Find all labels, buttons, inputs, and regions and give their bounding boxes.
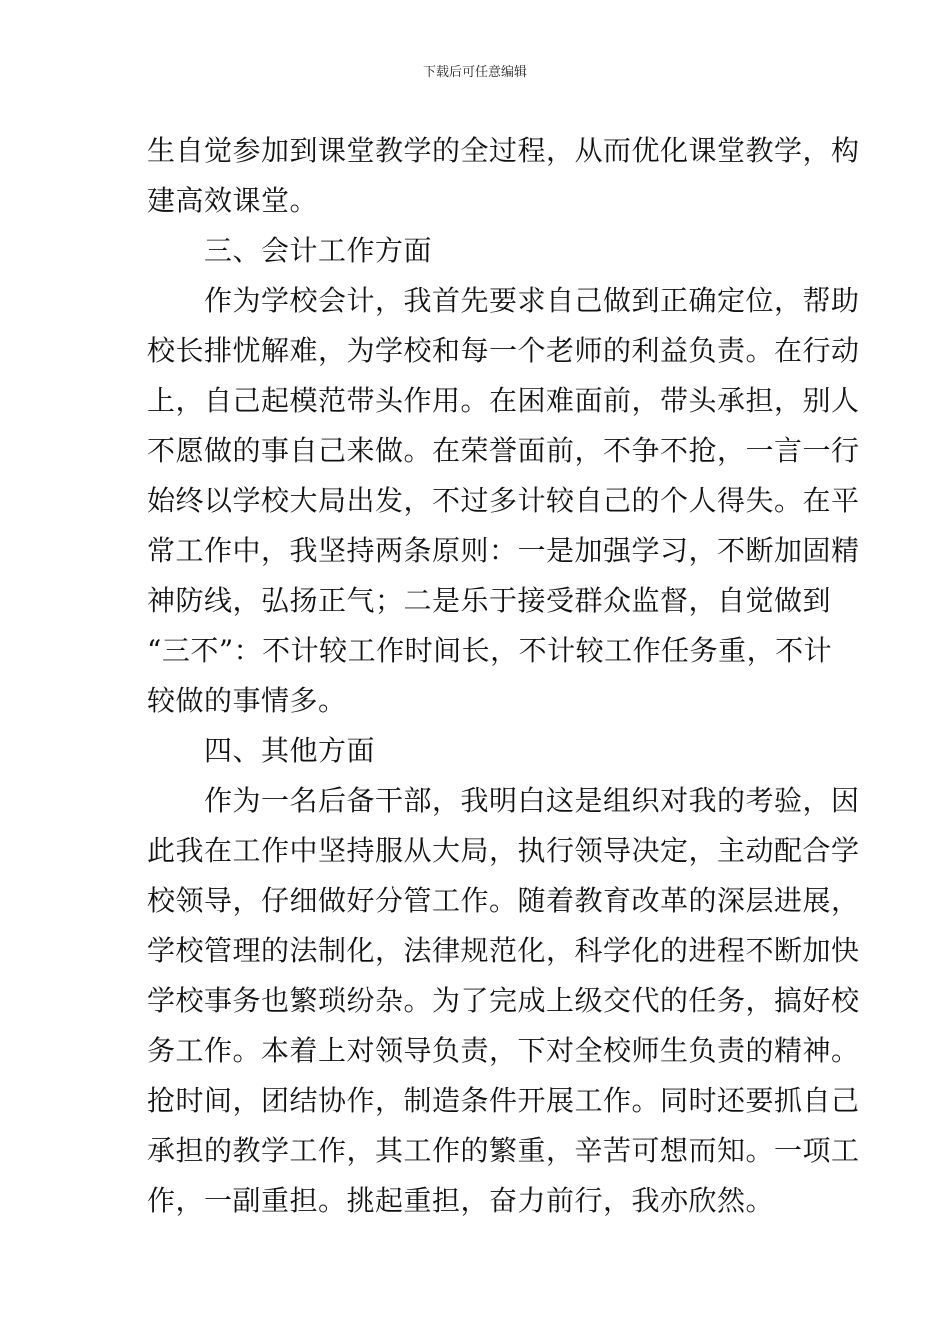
text-line: 校领导，仔细做好分管工作。随着教育改革的深层进展， [147,884,860,917]
text-line: 学校事务也繁琐纷杂。为了完成上级交代的任务，搞好校 [147,984,860,1017]
document-body [147,126,860,1226]
text-line: 学校管理的法制化，法律规范化，科学化的进程不断加快 [147,934,860,967]
text-line: 校长排忧解难，为学校和每一个老师的利益负责。在行动 [147,334,860,367]
text-line: 神防线，弘扬正气；二是乐于接受群众监督，自觉做到 [147,584,832,617]
text-line: 生自觉参加到课堂教学的全过程，从而优化课堂教学，构 [147,134,860,167]
text-line: “三不”：不计较工作时间长，不计较工作任务重，不计 [147,634,833,667]
text-line: 始终以学校大局出发，不过多计较自己的个人得失。在平 [147,484,860,517]
text-line: 作，一副重担。挑起重担，奋力前行，我亦欣然。 [147,1184,775,1217]
text-line: 作为一名后备干部，我明白这是组织对我的考验，因 [147,784,860,817]
text-line: 建高效课堂。 [147,184,319,217]
text-line: 承担的教学工作，其工作的繁重，辛苦可想而知。一项工 [147,1134,860,1167]
section-heading: 四、其他方面 [147,734,376,767]
text-line: 抢时间，团结协作，制造条件开展工作。同时还要抓自己 [147,1084,860,1117]
text-line: 常工作中，我坚持两条原则：一是加强学习，不断加固精 [147,534,860,567]
text-line: 此我在工作中坚持服从大局，执行领导决定，主动配合学 [147,834,860,867]
text-line: 作为学校会计，我首先要求自己做到正确定位，帮助 [147,284,860,317]
section-heading: 三、会计工作方面 [147,234,433,267]
text-line: 不愿做的事自己来做。在荣誉面前，不争不抢，一言一行 [147,434,860,467]
page-header-note: 下载后可任意编辑 [422,65,527,80]
text-line: 上，自己起模范带头作用。在困难面前，带头承担，别人 [147,384,860,417]
text-line: 务工作。本着上对领导负责，下对全校师生负责的精神。 [147,1034,860,1067]
text-line: 较做的事情多。 [147,684,347,717]
